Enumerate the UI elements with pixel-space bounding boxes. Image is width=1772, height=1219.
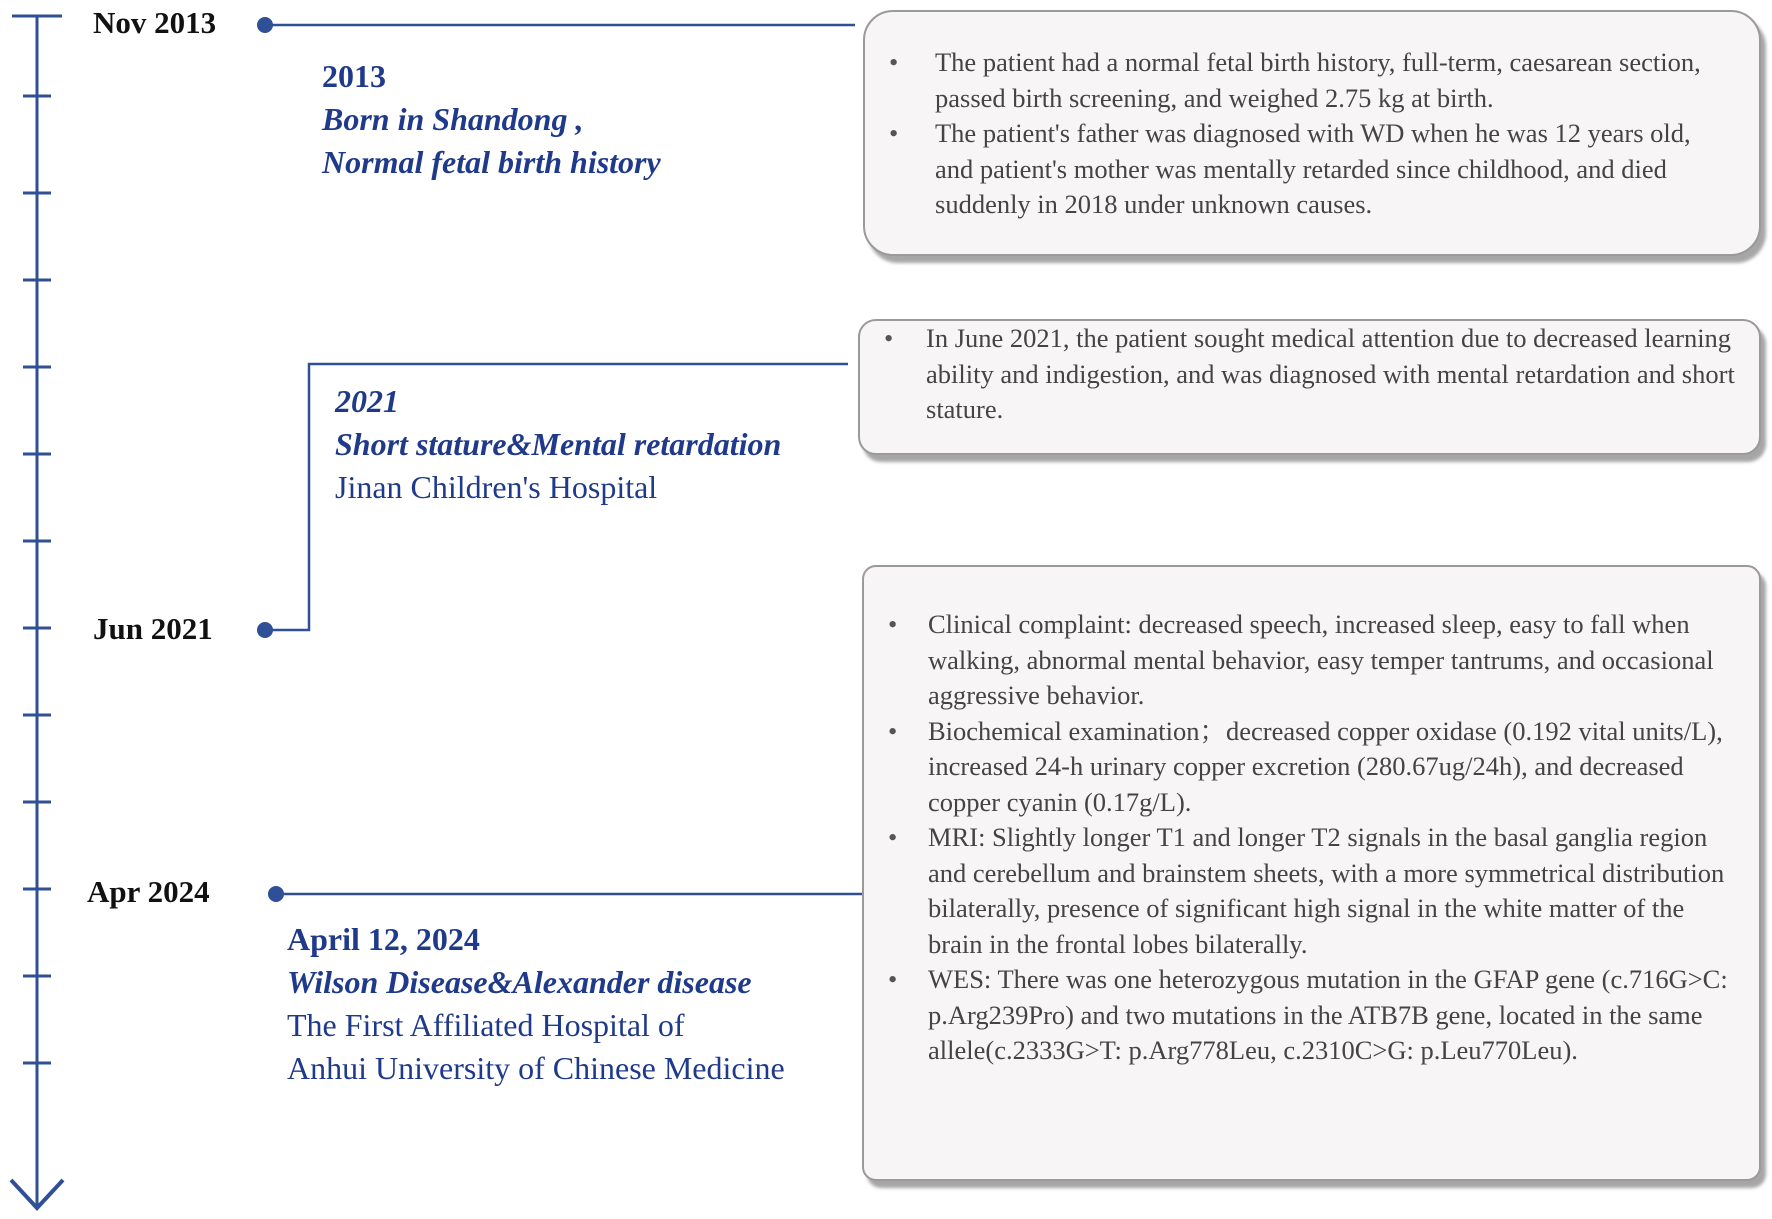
event-hospital: Anhui University of Chinese Medicine [287, 1050, 785, 1086]
detail-box-2021 [858, 319, 1761, 455]
event-dot-2021 [257, 622, 273, 638]
detail-box-2013 [863, 10, 1761, 256]
event-heading-line: Wilson Disease&Alexander disease [287, 964, 752, 1000]
event-dot-2024 [268, 886, 284, 902]
event-hospital: Jinan Children's Hospital [335, 469, 658, 505]
event-title-2013 [322, 55, 661, 184]
detail-box-2024 [862, 565, 1761, 1181]
event-dot-2013 [257, 17, 273, 33]
detail-bullet: • Clinical complaint: decreased speech, increased sleep, easy to fall when walking, abnormal mental behavior, easy temper tantrums, and occasional aggressive behavior. [888, 609, 1714, 710]
detail-bullet: • In June 2021, the patient sought medical attention due to decreased learning ability and indigestion, and was diagnosed with mental retardation and short stature. [884, 323, 1735, 424]
bullet-icon: • [888, 715, 898, 746]
date-label-2024: Apr 2024 [87, 874, 210, 909]
event-heading-line: Short stature&Mental retardation [335, 426, 782, 462]
detail-bullet: • MRI: Slightly longer T1 and longer T2 signals in the basal ganglia region and cerebellum and brainstem sheets, with a more symmetrical distribution bilaterally, presence of significant high signal in the white matter of the brain in the frontal lobes bilaterally. [888, 822, 1725, 959]
bullet-icon: • [884, 323, 894, 353]
event-heading-line: Born in Shandong , [322, 101, 584, 137]
detail-bullet: • The patient's father was diagnosed with WD when he was 12 years old, and patient's mother was mentally retarded since childhood, and died suddenly in 2018 under unknown causes. [889, 118, 1691, 219]
event-heading-line: Normal fetal birth history [322, 144, 661, 180]
date-label-2021: Jun 2021 [93, 611, 213, 646]
bullet-icon: • [889, 47, 899, 77]
event-year: 2021 [335, 383, 399, 419]
event-title-2024 [287, 918, 785, 1090]
event-title-2021 [335, 380, 781, 509]
bullet-icon: • [888, 964, 898, 994]
date-label-2013: Nov 2013 [93, 5, 217, 40]
detail-bullet: • Biochemical examination；decreased copper oxidase (0.192 vital units/L), increased 24-h urinary copper excretion (280.67ug/24h), and decreased copper cyanin (0.17g/L). [888, 715, 1723, 817]
bullet-icon: • [888, 822, 898, 852]
detail-bullet: • The patient had a normal fetal birth history, full-term, caesarean section, passed birth screening, and weighed 2.75 kg at birth. [889, 47, 1701, 113]
bullet-icon: • [888, 609, 898, 639]
bullet-icon: • [889, 118, 899, 148]
event-year: 2013 [322, 58, 386, 94]
detail-bullet: • WES: There was one heterozygous mutation in the GFAP gene (c.716G>C: p.Arg239Pro) and two mutations in the ATB7B gene, located in the same allele(c.2333G>T: p.Arg778Leu, c.2310C>G: p.Leu770Leu). [888, 964, 1728, 1065]
event-hospital: The First Affiliated Hospital of [287, 1007, 685, 1043]
event-year: April 12, 2024 [287, 921, 480, 957]
